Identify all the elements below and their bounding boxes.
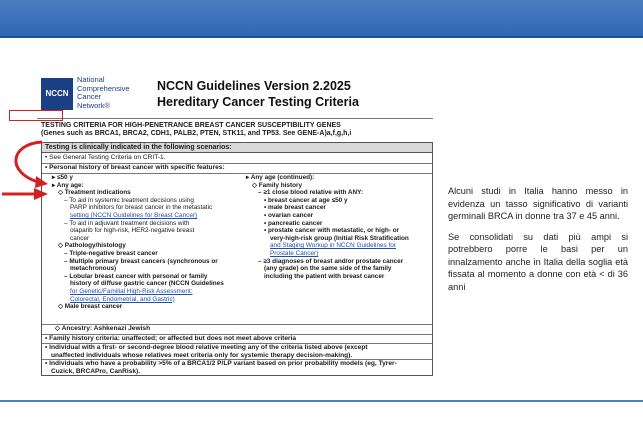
relative-criteria-row: • Individual with a first- or second-degree blood relative meeting any of the criteria listed above (except unaffected individuals whose relatives meet criteria only for systemic therapy decision-making). [42, 344, 432, 360]
commentary-text [448, 185, 628, 301]
family-history-row: • Family history criteria: unaffected; or affected but does not meet above criteria [42, 335, 432, 344]
ancestry-row: ◇ Ancestry: Ashkenazi Jewish [42, 325, 432, 335]
nccn-guideline-excerpt [37, 70, 433, 376]
commentary-paragraph-1: Alcuni studi in Italia hanno messo in evidenza un tasso significativo di varianti germinali BRCA in donne tra 37 e 45 anni. [448, 186, 628, 221]
probability-row: • Individuals who have a probability >5% of a BRCA1/2 P/LP variant based on prior probability models (eg, Tyrer- Cuzick, BRCAPro, CanRisk). [45, 360, 397, 375]
guideline-title: NCCN Guidelines Version 2.2025 [157, 79, 351, 93]
nccn-logo: NCCN [41, 78, 73, 110]
curved-arrow-annotation [0, 138, 60, 190]
divider [37, 118, 433, 119]
criteria-columns [42, 174, 432, 325]
guideline-subtitle: Hereditary Cancer Testing Criteria [157, 95, 359, 109]
table-heading: Testing is clinically indicated in the following scenarios: [42, 143, 432, 153]
criteria-table [41, 142, 433, 376]
criteria-title: TESTING CRITERIA FOR HIGH-PENETRANCE BREAST CANCER SUSCEPTIBILITY GENES [41, 122, 341, 129]
commentary-paragraph-2: Se consolidati su dati più ampi si potrebbero porre le basi per un innalzamento anche in Italia della soglia età fissata al momento a donne con età < di 36 anni [448, 231, 628, 292]
criteria-genes: (Genes such as BRCA1, BRCA2, CDH1, PALB2, PTEN, STK11, and TP53. See GENE-A)a,f,g,h,i [41, 130, 352, 137]
right-column: ▸ Any age (continued): ◇ Family history – ≥1 close blood relative with ANY: • breast cancer at age ≤50 y • male breast cancer • ovarian cancer • pancreatic cancer • prostate cancer with metastatic, or high- or very-high-risk group (Initial Risk Stratification and Staging Workup in NCCN Guidelines for Prostate Cancer) – ≥3 diagnoses of breast and/or prostate cancer (any grade) on the same side of the family including the patient with breast cancer [246, 174, 409, 280]
general-criteria-row: • See General Testing Criteria on CRIT-1. [42, 154, 432, 164]
any-age-highlight-box [9, 110, 63, 121]
personal-history-row: • Personal history of breast cancer with specific features: [42, 164, 432, 174]
nccn-logo-text: National Comprehensive Cancer Network® [77, 75, 130, 110]
slide-title-bar [0, 0, 643, 38]
nccn-header [41, 72, 433, 116]
right-arrow-annotation [2, 187, 48, 201]
left-column: ▸ ≤50 y ▸ Any age: ◇ Treatment indications – To aid in systemic treatment decisions using PARP inhibitors for breast cancer in the metastatic setting (NCCN Guidelines for Breast Cancer) – To aid in adjuvant treatment decisions with olaparib for high-risk, HER2-negative breast cancer ◇ Pathology/histology – Triple-negative breast cancer – Multiple primary breast cancers (synchronous or metachronous) – Lobular breast cancer with personal or family history of diffuse gastric cancer (NCCN Guidelines for Genetic/Familial High-Risk Assessment: Colorectal, Endometrial, and Gastric) ◇ Male breast cancer [52, 174, 224, 311]
footer-divider [0, 400, 643, 402]
